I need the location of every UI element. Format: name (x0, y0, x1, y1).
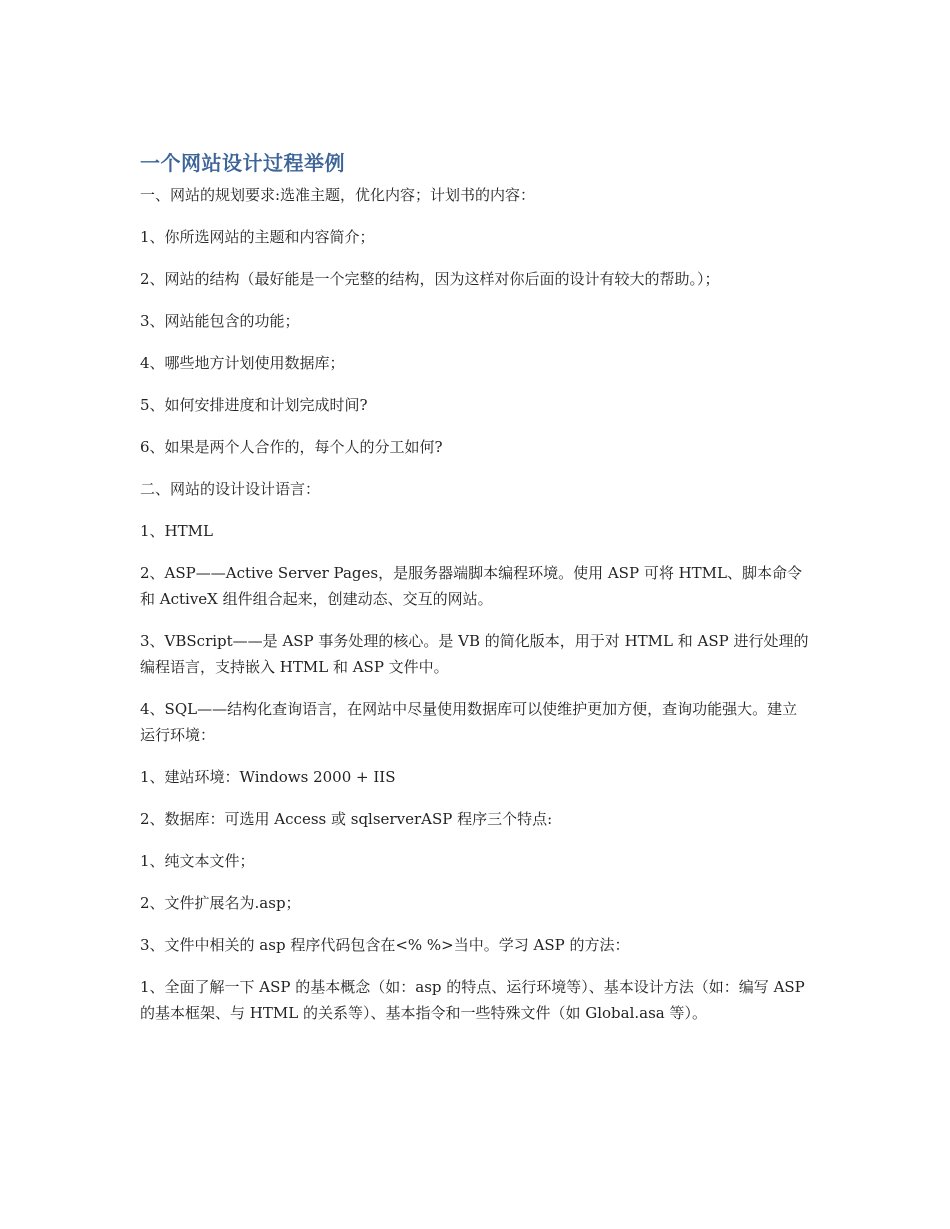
section-heading-languages: 二、网站的设计设计语言： (140, 480, 321, 498)
list-item: 2、文件扩展名为.asp； (140, 894, 301, 912)
list-item: 4、哪些地方计划使用数据库； (140, 354, 345, 372)
list-item: 2、数据库：可选用 Access 或 sqlserverASP 程序三个特点: (140, 810, 553, 828)
list-item: 3、网站能包含的功能； (140, 312, 300, 330)
list-item: 1、全面了解一下 ASP 的基本概念（如：asp 的特点、运行环境等）、基本设计方法（如：编写 ASP 的基本框架、与 HTML 的关系等）、基本指令和一些特殊文件（如 Global.asa 等）。 (140, 978, 805, 1022)
list-item: 4、SQL——结构化查询语言，在网站中尽量使用数据库可以使维护更加方便，查询功能强大。建立运行环境： (140, 700, 798, 744)
list-item: 2、网站的结构（最好能是一个完整的结构，因为这样对你后面的设计有较大的帮助。）； (140, 270, 720, 288)
list-item: 1、纯文本文件； (140, 852, 255, 870)
list-item: 1、建站环境：Windows 2000 + IIS (140, 768, 396, 786)
section-heading-planning: 一、网站的规划要求:选准主题，优化内容；计划书的内容： (140, 186, 536, 204)
document-title: 一个网站设计过程举例 (140, 151, 345, 175)
list-item: 1、HTML (140, 522, 213, 540)
list-item: 3、VBScript——是 ASP 事务处理的核心。是 VB 的简化版本，用于对 HTML 和 ASP 进行处理的编程语言，支持嵌入 HTML 和 ASP 文件中。 (140, 632, 809, 676)
list-item: 5、如何安排进度和计划完成时间? (140, 396, 368, 414)
list-item: 3、文件中相关的 asp 程序代码包含在<% %>当中。学习 ASP 的方法： (140, 936, 630, 954)
list-item: 6、如果是两个人合作的，每个人的分工如何? (140, 438, 443, 456)
list-item: 1、你所选网站的主题和内容简介； (140, 228, 375, 246)
list-item: 2、ASP——Active Server Pages，是服务器端脚本编程环境。使用 ASP 可将 HTML、脚本命令和 ActiveX 组件组合起来，创建动态、交互的网站。 (140, 564, 802, 608)
document-page (140, 148, 812, 1042)
